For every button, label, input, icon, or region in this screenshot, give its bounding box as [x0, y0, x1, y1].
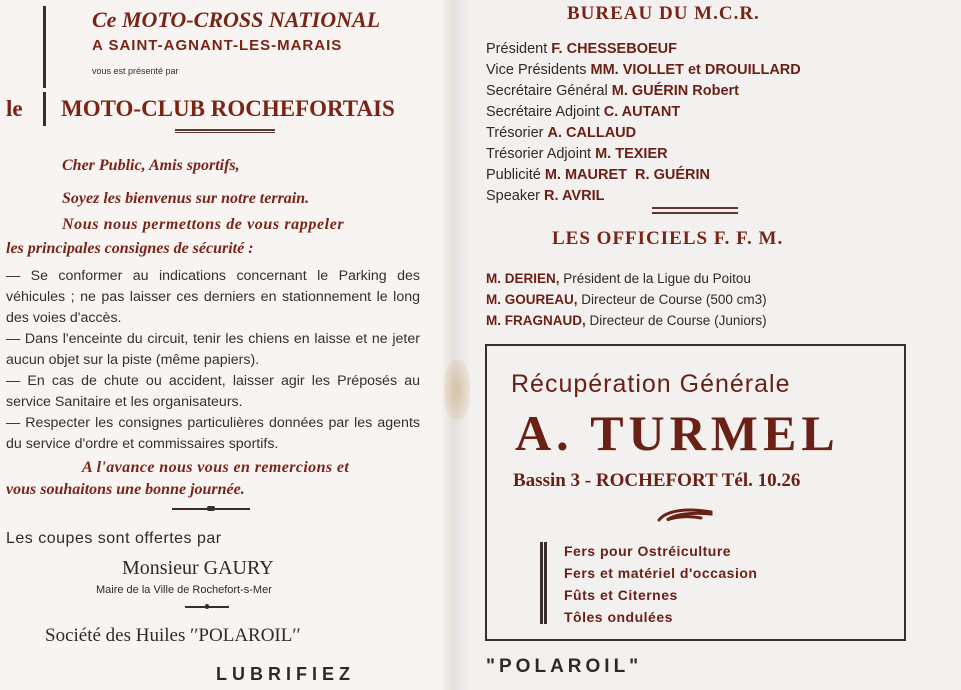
safety-intro-cont: les principales consignes de sécurité :: [6, 240, 254, 257]
officials-list: [486, 268, 767, 331]
official-row: M. GOUREAU, Directeur de Course (500 cm3): [486, 292, 767, 307]
polaroil-footer: "POLAROIL": [486, 656, 643, 677]
ad-products: [564, 540, 757, 628]
event-title: Ce MOTO-CROSS NATIONAL: [92, 7, 381, 32]
article-le: le: [6, 96, 23, 121]
club-bar: [43, 92, 46, 126]
bureau-title: BUREAU DU M.C.R.: [567, 3, 760, 24]
paper-stain: [444, 360, 470, 420]
turmel-advertisement: [485, 344, 906, 641]
official-row: M. FRAGNAUD, Directeur de Course (Juniors): [486, 313, 767, 328]
ad-heading: Récupération Générale: [511, 370, 791, 398]
roster-row: Secrétaire Adjoint C. AUTANT: [486, 104, 681, 120]
ad-company: A. TURMEL: [515, 405, 840, 461]
ad-product: Fers et matériel d'occasion: [564, 565, 758, 581]
event-location: A SAINT-AGNANT-LES-MARAIS: [92, 37, 343, 54]
club-name: MOTO-CLUB ROCHEFORTAIS: [61, 96, 395, 121]
roster-row: Publicité M. MAURET R. GUÉRIN: [486, 167, 710, 183]
officials-title: LES OFFICIELS F. F. M.: [552, 228, 784, 249]
roster-row: Vice Présidents MM. VIOLLET et DROUILLARD: [486, 62, 801, 78]
roster-row: Speaker R. AVRIL: [486, 188, 605, 204]
divider-ornament: [172, 508, 250, 510]
donor-title: Maire de la Ville de Rochefort-s-Mer: [96, 584, 272, 596]
swoosh-ornament: [657, 506, 713, 526]
thanks-line: A l'avance nous vous en remercions et: [82, 459, 350, 476]
welcome-line: Soyez les bienvenus sur notre terrain.: [62, 190, 310, 207]
ad-list-bars: [540, 542, 547, 624]
rule-orders: — Respecter les consignes particulières données par les agents du service d'ordre et commissaires sportifs.: [6, 415, 420, 452]
donor-name: Monsieur GAURY: [122, 557, 274, 579]
lubrifiez-slogan: LUBRIFIEZ: [216, 664, 355, 684]
official-row: M. DERIEN, Président de la Ligue du Poitou: [486, 271, 751, 286]
safety-rules: [6, 266, 420, 455]
ad-address: Bassin 3 - ROCHEFORT Tél. 10.26: [513, 470, 801, 491]
ad-product: Fûts et Citernes: [564, 587, 678, 603]
section-divider: [652, 207, 738, 214]
cups-offered: Les coupes sont offertes par: [6, 530, 222, 547]
roster-row: Secrétaire Général M. GUÉRIN Robert: [486, 83, 740, 99]
rule-dogs: — Dans l'enceinte du circuit, tenir les chiens en laisse et ne jeter aucun objet sur la piste (même papiers).: [6, 331, 420, 368]
rule-parking: — Se conformer au indications concernant le Parking des véhicules ; ne pas laisser ces derniers en stationnement le long des voies d'accès.: [6, 268, 420, 326]
roster-row: Trésorier Adjoint M. TEXIER: [486, 146, 668, 162]
ad-product: Fers pour Ostréiculture: [564, 543, 732, 559]
sponsor-name: Société des Huiles ′′POLAROIL′′: [45, 625, 301, 646]
ad-product: Tôles ondulées: [564, 609, 673, 625]
presented-by: vous est présenté par: [92, 66, 179, 76]
club-divider: [175, 129, 275, 133]
rule-accident: — En cas de chute ou accident, laisser agir les Préposés au service Sanitaire et les organisateurs.: [6, 373, 420, 410]
roster-row: Trésorier A. CALLAUD: [486, 125, 637, 141]
title-bar: [43, 6, 46, 88]
safety-intro: Nous nous permettons de vous rappeler: [62, 216, 345, 233]
bureau-roster: [486, 39, 801, 207]
page-fold: [440, 0, 470, 690]
roster-row: Président F. CHESSEBOEUF: [486, 41, 677, 57]
thanks-line-cont: vous souhaitons une bonne journée.: [6, 481, 245, 498]
divider-ornament-2: [185, 606, 229, 608]
greeting: Cher Public, Amis sportifs,: [62, 157, 240, 174]
